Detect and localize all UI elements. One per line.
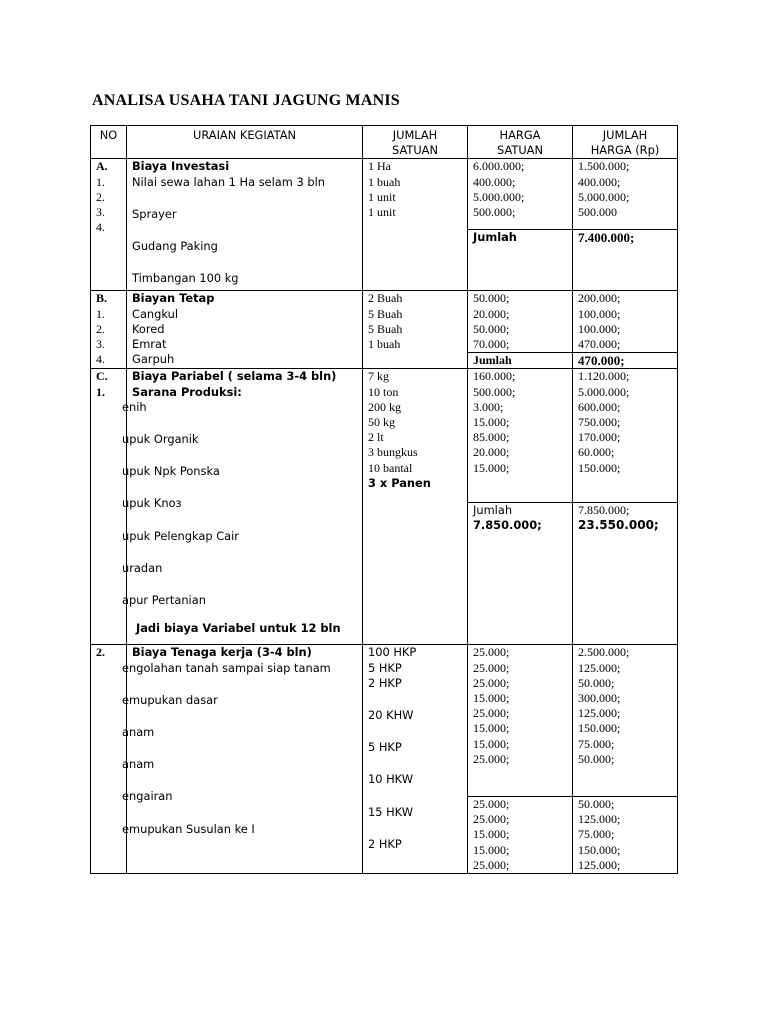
row-total: 1.500.000; 400.000; 5.000.000; 500.000 7.400.000; (573, 159, 678, 291)
row-qty: 100 HKP 5 HKP 2 HKP 20 KHW 5 HKP 10 HKW 15 HKW 2 HKP (363, 645, 468, 874)
header-jumlah-satuan: JUMLAH SATUAN (363, 126, 468, 159)
row-qty: 7 kg 10 ton 200 kg 50 kg 2 lt 3 bungkus 10 bantal 3 x Panen (363, 369, 468, 645)
row-price: 25.000; 25.000; 25.000; 15.000; 25.000; 15.000; 15.000; 25.000; 25.000; 25.000; 15.000; 15.000; 25.000; (468, 645, 573, 874)
row-uraian: Biaya Tenaga kerja (3-4 bln) engolahan tanah sampai siap tanam emupukan dasar anam anam engairan emupukan Susulan ke I (127, 645, 363, 874)
jumlah-total: 7.850.000; (578, 502, 630, 517)
row-numbers: B. 1. 2. 3. 4. (91, 291, 127, 369)
table-row (91, 369, 678, 645)
header-uraian: URAIAN KEGIATAN (127, 126, 363, 159)
jumlah-label: Jumlah (473, 502, 513, 517)
row-numbers: C. 1. (91, 369, 127, 645)
cost-table (90, 125, 678, 874)
row-total: 200.000; 100.000; 100.000; 470.000; 470.000; (573, 291, 678, 369)
table-row (91, 645, 678, 874)
header-jumlah-harga: JUMLAH HARGA (Rp) (573, 126, 678, 159)
header-no: NO (91, 126, 127, 159)
row-uraian: Biaya Investasi Nilai sewa lahan 1 Ha selam 3 bln Sprayer Gudang Paking Timbangan 100 kg (127, 159, 363, 291)
row-price: 50.000; 20.000; 50.000; 70.000; Jumlah (468, 291, 573, 369)
table-header (91, 126, 678, 159)
row-total: 1.120.000; 5.000.000; 600.000; 750.000; 170.000; 60.000; 150.000; 7.850.000; 23.550.000; (573, 369, 678, 645)
row-qty: 1 Ha 1 buah 1 unit 1 unit (363, 159, 468, 291)
jumlah-value: 7.400.000; (573, 229, 677, 245)
jumlah-label: Jumlah (468, 229, 572, 245)
row-uraian: Biayan Tetap Cangkul Kored Emrat Garpuh (127, 291, 363, 369)
row-uraian: Biaya Pariabel ( selama 3-4 bln) Sarana Produksi: enih upuk Organik upuk Npk Ponska upuk Knoз upuk Pelengkap Cair uradan apur Pertanian Jadi biaya Variabel untuk 12 bln (127, 369, 363, 645)
row-qty: 2 Buah 5 Buah 5 Buah 1 buah (363, 291, 468, 369)
jumlah-value: 470.000; (573, 352, 677, 368)
document-title: ANALISA USAHA TANI JAGUNG MANIS (92, 92, 400, 109)
table-row (91, 159, 678, 291)
row-total: 2.500.000; 125.000; 50.000; 300.000; 125.000; 150.000; 75.000; 50.000; 50.000; 125.000; 75.000; 150.000; 125.000; (573, 645, 678, 874)
jumlah-label: Jumlah (468, 352, 572, 368)
row-price: 160.000; 500.000; 3.000; 15.000; 85.000; 20.000; 15.000; Jumlah 7.850.000; (468, 369, 573, 645)
jumlah-total-bold: 23.550.000; (578, 518, 659, 533)
row-price: 6.000.000; 400.000; 5.000.000; 500.000; Jumlah (468, 159, 573, 291)
table-row (91, 291, 678, 369)
jumlah-price: 7.850.000; (473, 518, 542, 533)
row-numbers: 2. (91, 645, 127, 874)
header-harga-satuan: HARGA SATUAN (468, 126, 573, 159)
row-numbers: A. 1. 2. 3. 4. (91, 159, 127, 291)
